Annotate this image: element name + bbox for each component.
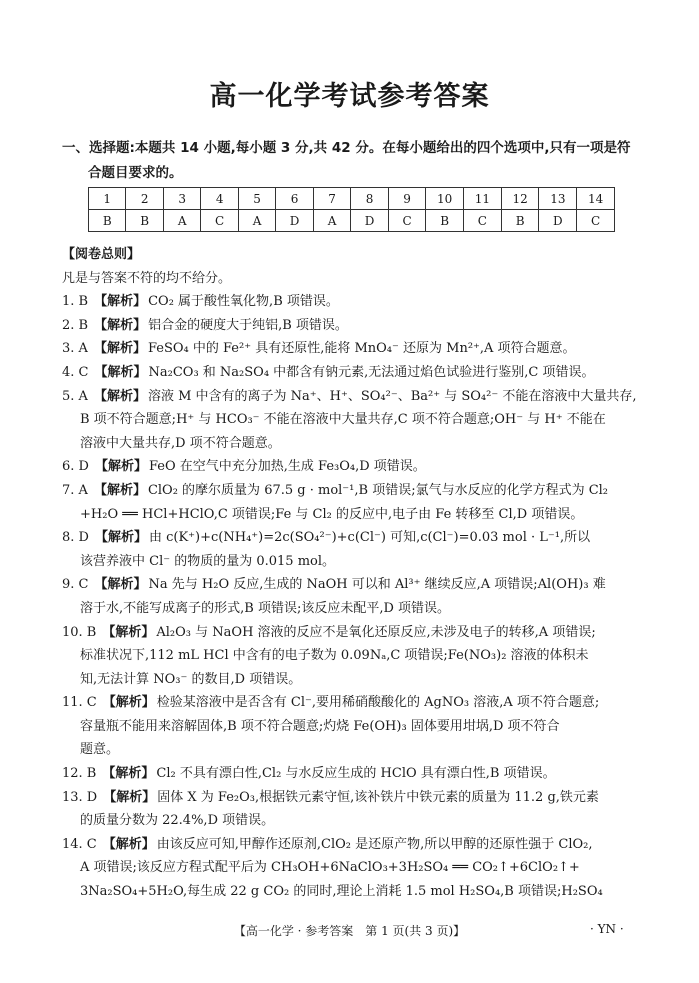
- explanation-text: Cl₂ 不具有漂白性,Cl₂ 与水反应生成的 HClO 具有漂白性,B 项错误。: [156, 766, 556, 782]
- explanation-number: 13. D: [62, 789, 98, 805]
- analysis-tag: 【解析】: [102, 695, 155, 711]
- answer-cell: A: [163, 210, 200, 232]
- explanation-continuation: 容量瓶不能用来溶解固体,B 项不符合题意;灼烧 Fe(OH)₃ 固体要用坩埚,D 项不符合: [80, 718, 560, 734]
- analysis-tag: 【解析】: [93, 482, 146, 498]
- answer-cell: A: [238, 210, 275, 232]
- explanation-first-line: [62, 361, 640, 385]
- explanation-text: CO₂ 属于酸性氧化物,B 项错误。: [148, 294, 339, 310]
- question-number-cell: 5: [238, 188, 275, 210]
- explanation-item: [62, 573, 640, 620]
- question-number-cell: 3: [163, 188, 200, 210]
- answer-cell: D: [351, 210, 389, 232]
- explanation-first-line: [62, 573, 640, 597]
- question-number-cell: 9: [388, 188, 425, 210]
- analysis-tag: 【解析】: [102, 836, 155, 852]
- explanation-text: 由 c(K⁺)+c(NH₄⁺)=2c(SO₄²⁻)+c(Cl⁻) 可知,c(Cl⁻)=0.03 mol · L⁻¹,所以: [148, 530, 591, 546]
- explanation-item: [62, 691, 640, 762]
- explanation-list: [62, 290, 640, 903]
- explanation-first-line: [62, 691, 640, 715]
- answer-table-number-row: [89, 188, 615, 210]
- explanation-number: 5. A: [62, 388, 88, 404]
- explanation-first-line: [62, 479, 640, 503]
- answer-table: [88, 187, 615, 232]
- explanation-number: 7. A: [62, 482, 88, 498]
- explanation-item: [62, 833, 640, 904]
- question-number-cell: 4: [201, 188, 238, 210]
- explanation-number: 10. B: [62, 624, 97, 640]
- page-title: 高一化学考试参考答案: [209, 81, 490, 112]
- answer-cell: D: [539, 210, 577, 232]
- section-line-2: 合题目要求的。: [88, 165, 183, 181]
- explanation-text: FeSO₄ 中的 Fe²⁺ 具有还原性,能将 MnO₄⁻ 还原为 Mn²⁺,A 项符合题意。: [147, 341, 576, 357]
- analysis-tag: 【解析】: [93, 388, 146, 404]
- explanation-item: [62, 361, 640, 385]
- question-number-cell: 13: [539, 188, 577, 210]
- explanation-first-line: [62, 833, 640, 857]
- answer-cell: D: [276, 210, 314, 232]
- section-heading: [62, 136, 642, 186]
- answer-cell: C: [464, 210, 502, 232]
- explanation-number: 2. B: [62, 317, 89, 333]
- analysis-tag: 【解析】: [94, 459, 147, 475]
- analysis-tag: 【解析】: [94, 317, 147, 333]
- analysis-tag: 【解析】: [93, 341, 146, 357]
- explanation-continuation: 3Na₂SO₄+5H₂O,每生成 22 g CO₂ 的同时,理论上消耗 1.5 mol H₂SO₄,B 项错误;H₂SO₄: [80, 884, 603, 900]
- explanation-first-line: [62, 290, 640, 314]
- explanation-number: 6. D: [62, 459, 89, 475]
- explanation-text: 溶液 M 中含有的离子为 Na⁺、H⁺、SO₄²⁻、Ba²⁺ 与 SO₄²⁻ 不能在溶液中大量共存,: [147, 388, 637, 404]
- explanation-number: 3. A: [62, 341, 88, 357]
- explanation-first-line: [62, 314, 640, 338]
- section-line-1: 一、选择题:本题共 14 小题,每小题 3 分,共 42 分。在每小题给出的四个选项中,只有一项是符: [62, 140, 631, 156]
- explanation-continuation: 标准状况下,112 mL HCl 中含有的电子数为 0.09Nₐ,C 项错误;Fe(NO₃)₂ 溶液的体积未: [80, 648, 589, 664]
- review-rule: 凡是与答案不符的均不给分。: [62, 270, 232, 286]
- question-number-cell: 11: [464, 188, 502, 210]
- answer-table-answer-row: [89, 210, 615, 232]
- explanation-continuation: 溶液中大量共存,D 项不符合题意。: [80, 435, 281, 451]
- explanation-number: 12. B: [62, 766, 97, 782]
- explanation-item: [62, 314, 640, 338]
- question-number-cell: 6: [276, 188, 314, 210]
- explanation-text: 检验某溶液中是否含有 Cl⁻,要用稀硝酸酸化的 AgNO₃ 溶液,A 项不符合题意;: [156, 695, 600, 711]
- footer-code: · YN ·: [590, 922, 624, 936]
- explanation-item: [62, 385, 640, 456]
- question-number-cell: 14: [577, 188, 615, 210]
- explanation-text: 铝合金的硬度大于纯铝,B 项错误。: [148, 317, 348, 333]
- explanation-item: [62, 621, 640, 692]
- answer-cell: C: [201, 210, 238, 232]
- explanation-first-line: [62, 786, 640, 810]
- analysis-tag: 【解析】: [102, 624, 155, 640]
- answer-cell: B: [426, 210, 464, 232]
- answer-cell: B: [126, 210, 163, 232]
- explanation-continuation: 该营养液中 Cl⁻ 的物质的量为 0.015 mol。: [80, 553, 336, 569]
- question-number-cell: 8: [351, 188, 389, 210]
- question-number-cell: 2: [126, 188, 163, 210]
- explanation-number: 4. C: [62, 364, 89, 380]
- explanation-first-line: [62, 455, 640, 479]
- explanation-text: 由该反应可知,甲醇作还原剂,ClO₂ 是还原产物,所以甲醇的还原性强于 ClO₂,: [156, 836, 593, 852]
- answer-cell: B: [89, 210, 126, 232]
- explanation-item: [62, 337, 640, 361]
- explanation-continuation: 溶于水,不能写成离子的形式,B 项错误;该反应未配平,D 项错误。: [80, 600, 451, 616]
- analysis-tag: 【解析】: [94, 294, 147, 310]
- page-footer: 【高一化学 · 参考答案 第 1 页(共 3 页)】: [233, 924, 466, 938]
- question-number-cell: 7: [313, 188, 350, 210]
- analysis-tag: 【解析】: [103, 789, 156, 805]
- explanation-text: Al₂O₃ 与 NaOH 溶液的反应不是氧化还原反应,未涉及电子的转移,A 项错误;: [156, 624, 596, 640]
- explanation-text: ClO₂ 的摩尔质量为 67.5 g · mol⁻¹,B 项错误;氯气与水反应的化学方程式为 Cl₂: [147, 482, 609, 498]
- answer-cell: B: [501, 210, 539, 232]
- explanation-text: FeO 在空气中充分加热,生成 Fe₃O₄,D 项错误。: [148, 459, 426, 475]
- explanation-item: [62, 786, 640, 833]
- explanation-continuation: 题意。: [80, 742, 120, 758]
- explanation-first-line: [62, 621, 640, 645]
- answer-cell: C: [577, 210, 615, 232]
- explanation-text: Na₂CO₃ 和 Na₂SO₄ 中都含有钠元素,无法通过焰色试验进行鉴别,C 项错误。: [148, 364, 595, 380]
- analysis-tag: 【解析】: [102, 766, 155, 782]
- explanation-first-line: [62, 337, 640, 361]
- explanation-item: [62, 479, 640, 526]
- review-heading: 【阅卷总则】: [62, 247, 141, 262]
- question-number-cell: 1: [89, 188, 126, 210]
- explanations: [62, 243, 640, 904]
- explanation-first-line: [62, 526, 640, 550]
- explanation-first-line: [62, 762, 640, 786]
- explanation-continuation: 的质量分数为 22.4%,D 项错误。: [80, 813, 275, 829]
- explanation-text: Na 先与 H₂O 反应,生成的 NaOH 可以和 Al³⁺ 继续反应,A 项错误;Al(OH)₃ 难: [148, 577, 606, 593]
- explanation-item: [62, 762, 640, 786]
- answer-cell: A: [313, 210, 350, 232]
- explanation-item: [62, 290, 640, 314]
- explanation-number: 9. C: [62, 577, 89, 593]
- explanation-continuation: A 项错误;该反应方程式配平后为 CH₃OH+6NaClO₃+3H₂SO₄ ══ CO₂↑+6ClO₂↑+: [80, 860, 580, 876]
- explanation-text: 固体 X 为 Fe₂O₃,根据铁元素守恒,该补铁片中铁元素的质量为 11.2 g,铁元素: [157, 789, 599, 805]
- explanation-first-line: [62, 385, 640, 409]
- analysis-tag: 【解析】: [94, 364, 147, 380]
- explanation-number: 1. B: [62, 294, 89, 310]
- question-number-cell: 12: [501, 188, 539, 210]
- answer-cell: C: [388, 210, 425, 232]
- explanation-number: 8. D: [62, 530, 89, 546]
- explanation-number: 11. C: [62, 695, 97, 711]
- explanation-number: 14. C: [62, 836, 97, 852]
- explanation-continuation: 知,无法计算 NO₃⁻ 的数目,D 项错误。: [80, 671, 302, 687]
- analysis-tag: 【解析】: [94, 530, 147, 546]
- explanation-item: [62, 526, 640, 573]
- explanation-continuation: B 项不符合题意;H⁺ 与 HCO₃⁻ 不能在溶液中大量共存,C 项不符合题意;OH⁻ 与 H⁺ 不能在: [80, 412, 606, 428]
- explanation-continuation: +H₂O ══ HCl+HClO,C 项错误;Fe 与 Cl₂ 的反应中,电子由 Fe 转移至 Cl,D 项错误。: [80, 506, 584, 522]
- explanation-item: [62, 455, 640, 479]
- analysis-tag: 【解析】: [94, 577, 147, 593]
- question-number-cell: 10: [426, 188, 464, 210]
